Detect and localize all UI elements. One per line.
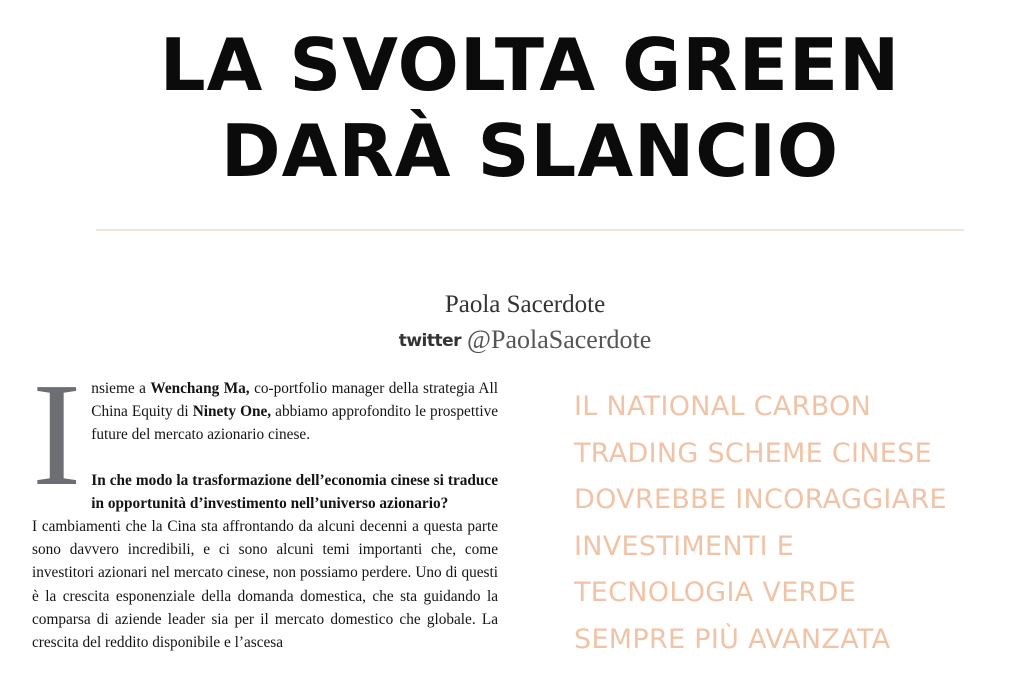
drop-cap: I xyxy=(32,353,82,517)
headline xyxy=(60,22,1000,194)
twitter-handle[interactable]: @PaolaSacerdote xyxy=(467,325,652,354)
headline-line-1: LA SVOLTA GREEN xyxy=(159,23,901,107)
intro-text: nsieme a xyxy=(91,380,151,397)
author-name: Paola Sacerdote xyxy=(444,291,606,318)
byline xyxy=(320,290,730,358)
interview-question: In che modo la trasformazione dell’economia cinese si traduce in opportunità d’investimento nell’universo azionario? xyxy=(91,471,498,512)
pull-quote-line: TRADING SCHEME CINESE xyxy=(574,437,932,469)
pull-quote xyxy=(574,384,1014,663)
pull-quote-line: DOVREBBE INCORAGGIARE xyxy=(574,484,947,515)
pull-quote-line: IL NATIONAL CARBON xyxy=(574,391,872,422)
intro-paragraph xyxy=(32,377,498,447)
twitter-handle-row[interactable] xyxy=(320,323,730,358)
intro-text: co-portfolio manager della strategia All China Equity di xyxy=(91,380,498,421)
intro-text: abbiamo approfondito le prospettive future del mercato azionario cinese. xyxy=(91,403,499,444)
pull-quote-line: INVESTIMENTI E xyxy=(574,530,795,562)
person-name: Wenchang Ma, xyxy=(150,380,250,397)
pull-quote-line: SEMPRE PIÙ AVANZATA xyxy=(574,623,891,655)
company-name: Ninety One, xyxy=(192,403,272,421)
article-body xyxy=(32,353,499,654)
interview-answer: I cambiamenti che la Cina sta affrontando da alcuni decenni a questa parte sono davvero incredibili, e ci sono alcuni temi importanti che, come investitori azionari nel mercato cinese, non possiamo perdere. Uno di questi è la crescita esponenziale della domanda domestica, che sta guidando la comparsa di aziende leader sia per il mercato domestico che globale. La crescita del reddito disponibile e l’ascesa xyxy=(32,518,498,652)
headline-line-2: DARÀ SLANCIO xyxy=(220,109,840,193)
pull-quote-line: TECNOLOGIA VERDE xyxy=(574,577,857,608)
divider xyxy=(96,229,964,231)
twitter-logo: twitter xyxy=(398,331,462,351)
